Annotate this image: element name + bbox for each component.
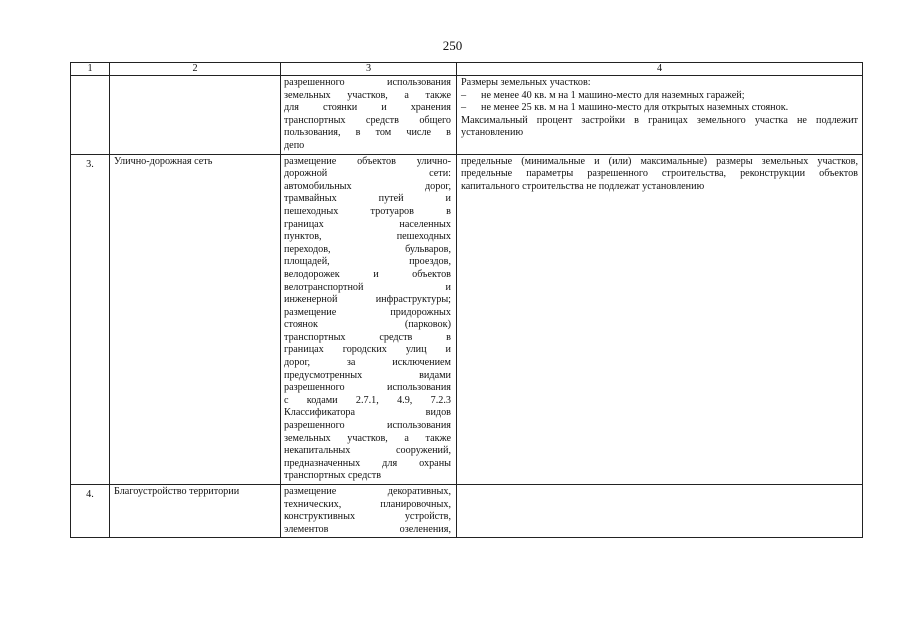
text-line: разрешенного использования	[284, 420, 451, 432]
text-line: земельных участков, а также	[284, 89, 451, 101]
text-line: депо	[284, 139, 305, 151]
text-line: границах городских улиц и	[284, 344, 451, 356]
header-cell-1: 1	[71, 63, 110, 76]
text-line: площадей, проездов,	[284, 256, 451, 268]
text-line: велотранспортной и	[284, 281, 451, 293]
text-line: предусмотренных видами	[284, 369, 451, 381]
cell-description	[281, 76, 457, 155]
text-line: размещение объектов улично-	[284, 155, 451, 167]
text-line: земельных участков, а также	[284, 432, 451, 444]
text-line: разрешенного использования	[284, 77, 451, 88]
text-line: транспортных средств общего	[284, 114, 451, 126]
cell-description	[281, 154, 457, 484]
text-line: дорожной сети:	[284, 168, 451, 180]
text-line: стоянок (парковок)	[284, 319, 451, 331]
text-line: для стоянки и хранения	[284, 102, 451, 114]
text-line: трамвайных путей и	[284, 193, 451, 205]
cell-name: Улично-дорожная сеть	[110, 154, 281, 484]
text-line: разрешенного использования	[284, 382, 451, 394]
text-line: велодорожек и объектов	[284, 268, 451, 280]
list-item-text: не менее 40 кв. м на 1 машино-место для наземных гаражей;	[481, 89, 745, 101]
cell-name	[110, 76, 281, 155]
text-line: границах населенных	[284, 218, 451, 230]
text-line: предназначенных для охраны	[284, 457, 451, 469]
cell-number: 3.	[71, 154, 110, 484]
cell-number	[71, 76, 110, 155]
text-line: дорог, за исключением	[284, 357, 451, 369]
text-line: транспортных средств в	[284, 331, 451, 343]
text-line: пунктов, пешеходных	[284, 231, 451, 243]
list-item	[461, 90, 858, 103]
dash-marker: –	[461, 89, 467, 101]
table-row-3	[71, 154, 863, 484]
parameters-outro: Максимальный процент застройки в границах земельного участка не подлежит установлению	[461, 114, 858, 139]
header-cell-3: 3	[281, 63, 457, 76]
text-line: технических, планировочных,	[284, 498, 451, 510]
text-line: пользования, в том числе в	[284, 127, 451, 139]
text-line: переходов, бульваров,	[284, 243, 451, 255]
text-line: Классификатора видов	[284, 407, 451, 419]
text-line: некапитальных сооружений,	[284, 445, 451, 457]
cell-description	[281, 485, 457, 538]
header-cell-2: 2	[110, 63, 281, 76]
text-line: элементов озеленения,	[284, 523, 451, 535]
page-number: 250	[442, 38, 463, 53]
table-row-continued	[71, 76, 863, 155]
text-line: транспортных средств	[284, 470, 382, 482]
dash-marker: –	[461, 102, 467, 114]
cell-parameters	[457, 76, 863, 155]
list-item-text: не менее 25 кв. м на 1 машино-место для открытых наземных стоянок.	[481, 102, 789, 114]
text-line: конструктивных устройств,	[284, 511, 451, 523]
cell-parameters	[457, 485, 863, 538]
table-row-4	[71, 485, 863, 538]
regulations-table	[70, 62, 863, 538]
cell-parameters: предельные (минимальные и (или) максимальные) размеры земельных участков, предельные параметры разрешенного строительства, реконструкции объектов капитального строительства не подлежат установлению	[457, 154, 863, 484]
text-line: пешеходных тротуаров в	[284, 205, 451, 217]
list-item	[461, 102, 858, 115]
header-row	[71, 63, 863, 76]
cell-number: 4.	[71, 485, 110, 538]
text-line: размещение декоративных,	[284, 486, 451, 497]
text-line: размещение придорожных	[284, 306, 451, 318]
cell-name: Благоустройство территории	[110, 485, 281, 538]
text-line: автомобильных дорог,	[284, 180, 451, 192]
header-cell-4: 4	[457, 63, 863, 76]
parameters-intro: Размеры земельных участков:	[461, 77, 591, 88]
text-line: инженерной инфраструктуры;	[284, 294, 451, 306]
text-line: с кодами 2.7.1, 4.9, 7.2.3	[284, 394, 451, 406]
